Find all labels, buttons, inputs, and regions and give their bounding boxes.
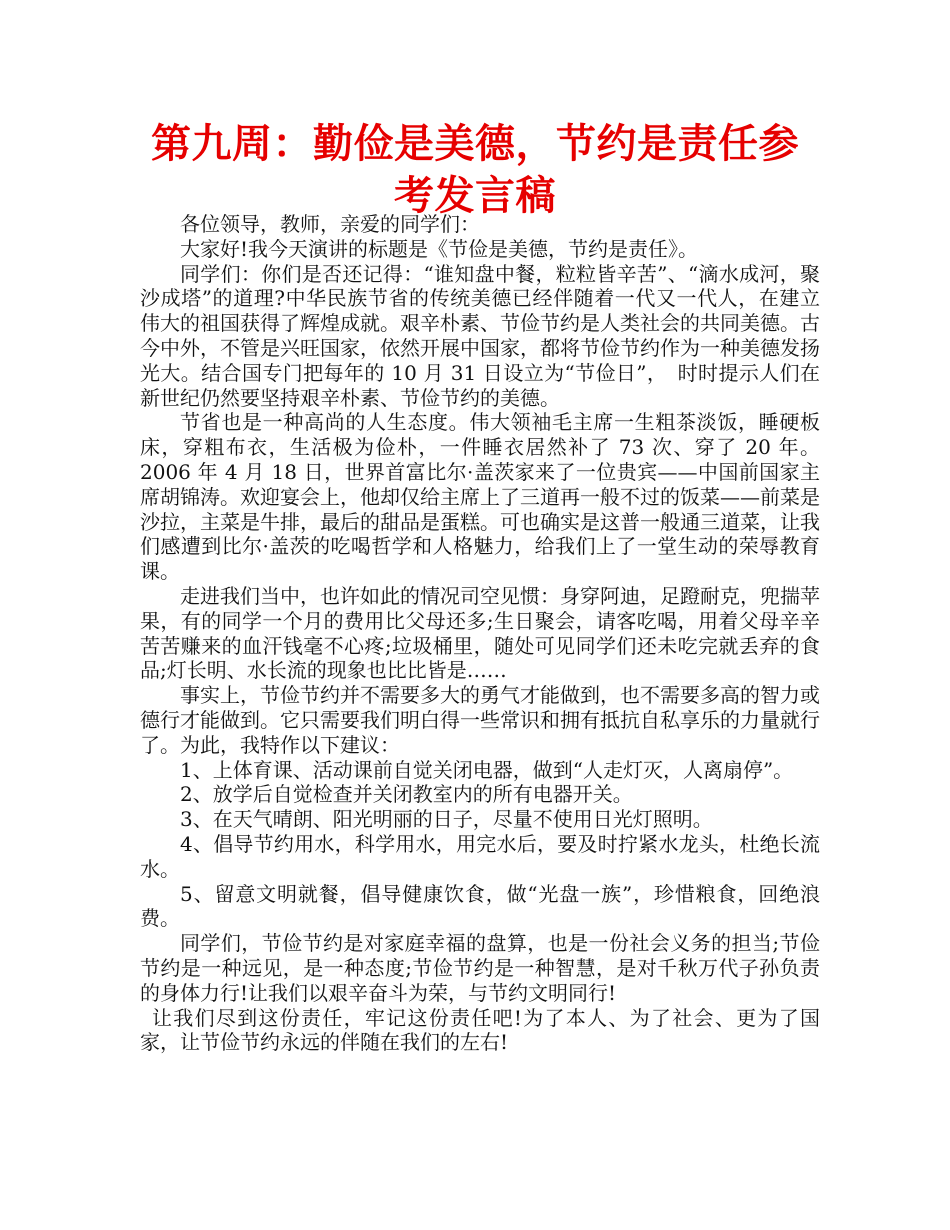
document-title: 第九周：勤俭是美德，节约是责任参考发言稿: [151, 121, 799, 219]
body-paragraph: 节省也是一种高尚的人生态度。伟大领袖毛主席一生粗茶淡饭，睡硬板床，穿粗布衣，生活极为俭朴，一件睡衣居然补了 73 次、穿了 20 年。2006 年 4 月 18 日，世界首富比尔·盖茨家来了一位贵宾——中国前国家主席胡锦涛。欢迎宴会上，他却仅给主席上了三道再一般不过的饭菜——前菜是沙拉，主菜是牛排，最后的甜品是蛋糕。可也确实是这普一般通三道菜，让我们感遭到比尔·盖茨的吃喝哲学和人格魅力，给我们上了一堂生动的荣辱教育课。: [140, 410, 820, 584]
body-paragraph: 同学们，节俭节约是对家庭幸福的盘算，也是一份社会义务的担当;节俭节约是一种远见，是一种态度;节俭节约是一种智慧，是对千秋万代子孙负责的身体力行!让我们以艰辛奋斗为荣，与节约文明同行!: [140, 931, 820, 1005]
greeting-paragraph: 大家好!我今天演讲的标题是《节俭是美德，节约是责任》。: [180, 236, 699, 261]
body-paragraph: 事实上，节俭节约并不需要多大的勇气才能做到，也不需要多高的智力或德行才能做到。它只需要我们明白得一些常识和拥有抵抗自私享乐的力量就行了。为此，我特作以下建议：: [140, 683, 820, 757]
suggestion-item: 5、留意文明就餐，倡导健康饮食，做“光盘一族”，珍惜粮食，回绝浪费。: [140, 881, 820, 931]
document-body: [140, 212, 820, 1055]
suggestion-item: 2、放学后自觉检查并关闭教室内的所有电器开关。: [180, 782, 633, 807]
salutation-paragraph: 各位领导，教师，亲爱的同学们：: [180, 212, 480, 236]
suggestion-item: 3、在天气晴朗、阳光明丽的日子，尽量不使用日光灯照明。: [180, 807, 713, 832]
body-paragraph: 同学们：你们是否还记得：“谁知盘中餐，粒粒皆辛苦”、“滴水成河，聚沙成塔”的道理?中华民族节省的传统美德已经伴随着一代又一代人，在建立伟大的祖国获得了辉煌成就。艰辛朴素、节俭节约是人类社会的共同美德。古今中外，不管是兴旺国家，依然开展中国家，都将节俭节约作为一种美德发扬光大。结合国专门把每年的 10 月 31 日设立为“节俭日”， 时时提示人们在新世纪仍然要坚持艰辛朴素、节俭节约的美德。: [140, 261, 820, 410]
body-paragraph: 走进我们当中，也许如此的情况司空见惯：身穿阿迪，足蹬耐克，兜揣苹果，有的同学一个月的费用比父母还多;生日聚会，请客吃喝，用着父母辛辛苦苦赚来的血汗钱毫不心疼;垃圾桶里，随处可见同学们还未吃完就丢弃的食品;灯长明、水长流的现象也比比皆是……: [140, 583, 820, 683]
suggestion-item: 4、倡导节约用水，科学用水，用完水后，要及时拧紧水龙头，杜绝长流水。: [140, 831, 820, 881]
closing-paragraph: 让我们尽到这份责任，牢记这份责任吧!为了本人、为了社会、更为了国家，让节俭节约永远的伴随在我们的左右!: [140, 1005, 820, 1055]
suggestion-item: 1、上体育课、活动课前自觉关闭电器，做到“人走灯灭，人离扇停”。: [180, 757, 794, 782]
